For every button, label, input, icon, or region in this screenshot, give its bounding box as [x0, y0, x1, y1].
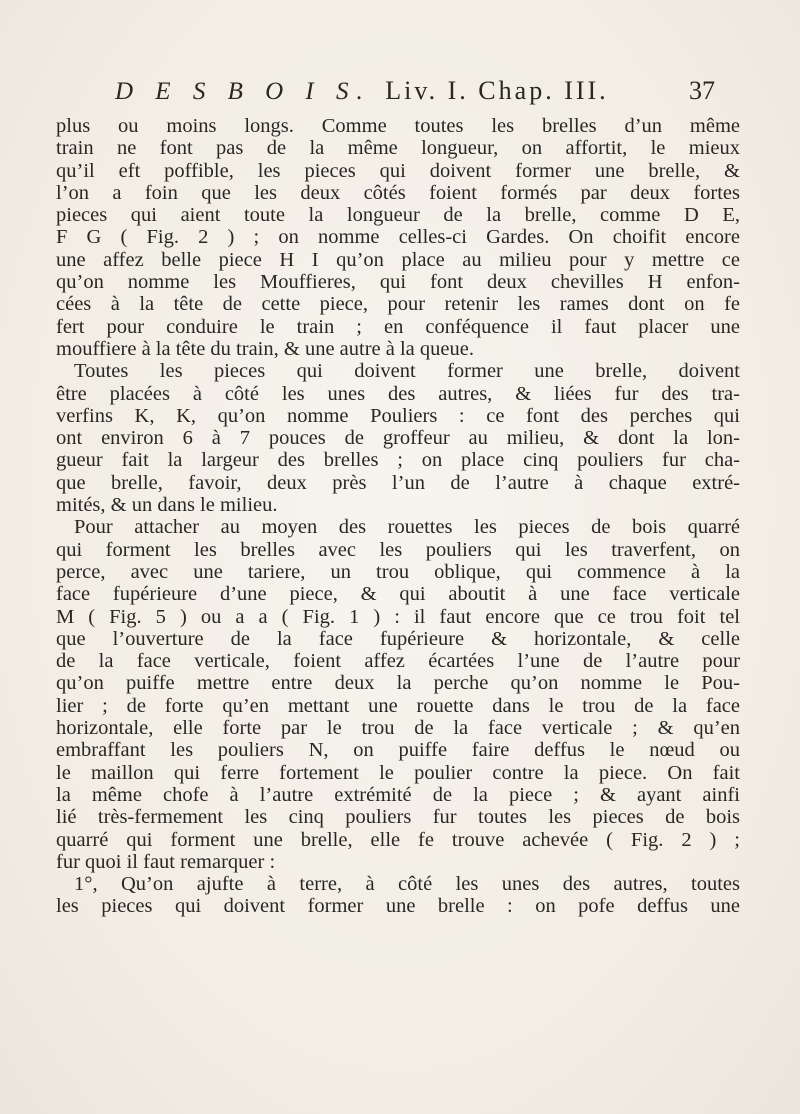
- text-line: Toutes les pieces qui doivent former une brelle, doivent: [74, 360, 740, 383]
- text-line: gueur fait la largeur des brelles ; on place cinq pouliers fur cha-: [56, 449, 740, 472]
- text-line: face fupérieure d’une piece, & qui aboutit à une face verticale: [56, 583, 740, 606]
- text-line: cées à la tête de cette piece, pour retenir les rames dont on fe: [56, 293, 740, 316]
- text-line: de la face verticale, foient affez écartées l’une de l’autre pour: [56, 650, 740, 673]
- text-line: perce, avec une tariere, un trou oblique, qui commence à la: [56, 560, 740, 583]
- text-line: lier ; de forte qu’en mettant une rouette dans le trou de la face: [56, 694, 740, 717]
- text-line: mouffiere à la tête du train, & une autre à la queue.: [56, 337, 474, 360]
- text-line: la même chofe à l’autre extrémité de la piece ; & ayant ainfi: [56, 783, 740, 806]
- text-line: 1°, Qu’on ajufte à terre, à côté les unes des autres, toutes: [74, 873, 740, 896]
- text-line: F G ( Fig. 2 ) ; on nomme celles-ci Gardes. On choifit encore: [56, 226, 740, 249]
- text-line: fur quoi il faut remarquer :: [56, 850, 276, 873]
- text-line: que brelle, favoir, deux près l’un de l’autre à chaque extré-: [56, 471, 740, 494]
- text-line: ont environ 6 à 7 pouces de groffeur au milieu, & dont la lon-: [56, 427, 740, 450]
- text-line: Pour attacher au moyen des rouettes les pieces de bois quarré: [74, 516, 740, 539]
- text-line: plus ou moins longs. Comme toutes les brelles d’un même: [56, 115, 740, 137]
- text-line: train ne font pas de la même longueur, on affortit, le mieux: [56, 137, 740, 160]
- text-line: M ( Fig. 5 ) ou a a ( Fig. 1 ) : il faut encore que ce trou foit tel: [56, 605, 740, 628]
- text-line: une affez belle piece H I qu’on place au milieu pour y mettre ce: [56, 248, 740, 271]
- text-line: verfins K, K, qu’on nomme Pouliers : ce font des perches qui: [56, 404, 740, 427]
- text-line: embraffant les pouliers N, on puiffe faire deffus le nœud ou: [56, 739, 740, 762]
- text-line: horizontale, elle forte par le trou de la face verticale ; & qu’en: [56, 717, 740, 740]
- running-head-chapter: Liv. I. Chap. III.: [385, 76, 609, 105]
- text-line: les pieces qui doivent former une brelle : on pofe deffus une: [56, 895, 740, 918]
- text-line: l’on a foin que les deux côtés foient formés par deux fortes: [56, 181, 740, 204]
- running-head-title: D E S B O I S.: [115, 78, 371, 105]
- text-line: pieces qui aient toute la longueur de la brelle, comme D E,: [56, 204, 740, 227]
- text-line: qu’il eft poffible, les pieces qui doivent former une brelle, &: [56, 159, 740, 182]
- text-line: quarré qui forment une brelle, elle fe trouve achevée ( Fig. 2 ) ;: [56, 828, 740, 851]
- text-line: qu’on nomme les Mouffieres, qui font deux chevilles H enfon-: [56, 271, 740, 294]
- running-head: [115, 76, 715, 116]
- text-line: être placées à côté les unes des autres, & liées fur des tra-: [56, 382, 740, 405]
- text-line: lié très-fermement les cinq pouliers fur toutes les pieces de bois: [56, 806, 740, 829]
- text-line: fert pour conduire le train ; en conféquence il faut placer une: [56, 315, 740, 338]
- text-line: qui forment les brelles avec les pouliers qui les traverfent, on: [56, 538, 740, 561]
- text-line: mités, & un dans le milieu.: [56, 494, 278, 517]
- text-line: que l’ouverture de la face fupérieure & horizontale, & celle: [56, 627, 740, 650]
- text-line: le maillon qui ferre fortement le poulier contre la piece. On fait: [56, 761, 740, 784]
- text-line: qu’on puiffe mettre entre deux la perche qu’on nomme le Pou-: [56, 672, 740, 695]
- page-number: 37: [689, 76, 715, 105]
- body-text: [56, 115, 740, 918]
